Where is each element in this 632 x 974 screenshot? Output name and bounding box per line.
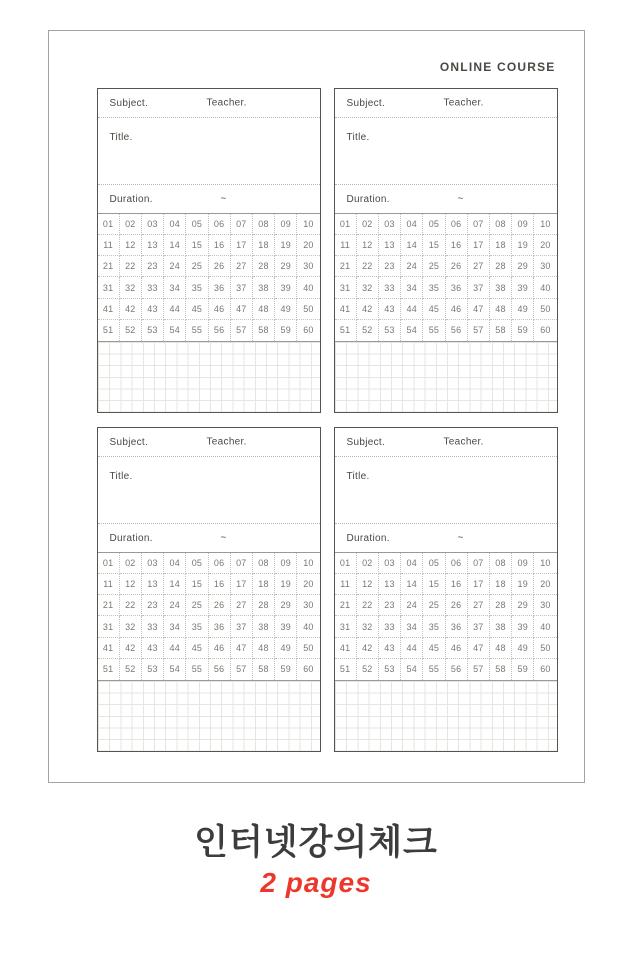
number-cell: 45 (186, 299, 208, 320)
planner-sheet (48, 30, 585, 783)
number-cell: 28 (490, 595, 512, 616)
number-cell: 30 (297, 595, 319, 616)
number-cell: 23 (142, 595, 164, 616)
number-cell: 47 (231, 299, 253, 320)
number-cell: 33 (142, 277, 164, 298)
number-cell: 10 (534, 553, 556, 574)
number-cell: 54 (164, 320, 186, 341)
number-cell: 29 (275, 256, 297, 277)
number-cell: 50 (534, 638, 556, 659)
number-cell: 11 (335, 235, 357, 256)
number-cell: 56 (209, 659, 231, 680)
subject-label: Subject. (109, 97, 149, 109)
product-footer (0, 823, 632, 900)
number-cell: 40 (297, 277, 319, 298)
number-cell: 43 (142, 299, 164, 320)
number-cell: 27 (231, 595, 253, 616)
subject-label: Subject. (109, 436, 149, 448)
duration-separator: ~ (457, 193, 464, 205)
number-cell: 49 (512, 638, 534, 659)
number-cell: 03 (142, 553, 164, 574)
number-cell: 24 (164, 256, 186, 277)
number-cell: 37 (468, 277, 490, 298)
number-cell: 42 (357, 638, 379, 659)
number-cell: 08 (253, 553, 275, 574)
number-cell: 43 (142, 638, 164, 659)
number-cell: 17 (468, 574, 490, 595)
number-cell: 26 (209, 595, 231, 616)
number-cell: 22 (120, 256, 142, 277)
lecture-number-grid (98, 553, 320, 681)
title-label: Title. (109, 132, 133, 143)
number-cell: 34 (401, 616, 423, 637)
number-cell: 23 (379, 256, 401, 277)
number-cell: 48 (490, 299, 512, 320)
number-cell: 13 (142, 235, 164, 256)
number-cell: 60 (540, 664, 551, 675)
number-cell: 27 (231, 256, 253, 277)
number-cell: 46 (446, 638, 468, 659)
duration-separator: ~ (220, 532, 227, 544)
number-cell: 44 (401, 299, 423, 320)
number-cell: 07 (468, 553, 490, 574)
number-cell: 58 (253, 659, 275, 680)
number-cell: 43 (379, 638, 401, 659)
number-cell: 32 (120, 616, 142, 637)
number-cell: 42 (357, 299, 379, 320)
number-cell: 36 (446, 616, 468, 637)
number-cell: 54 (164, 659, 186, 680)
number-cell: 39 (275, 616, 297, 637)
number-cell: 48 (490, 638, 512, 659)
number-cell: 47 (468, 299, 490, 320)
number-cell: 56 (446, 659, 468, 680)
number-cell: 31 (98, 616, 120, 637)
number-cell: 14 (164, 235, 186, 256)
number-cell: 28 (490, 256, 512, 277)
number-cell: 57 (231, 320, 253, 341)
number-cell: 18 (490, 574, 512, 595)
number-cell: 51 (98, 320, 120, 341)
number-cell: 41 (335, 299, 357, 320)
number-cell: 08 (490, 553, 512, 574)
number-cell: 31 (335, 616, 357, 637)
number-cell: 18 (253, 574, 275, 595)
number-cell: 09 (275, 553, 297, 574)
number-cell: 59 (512, 320, 534, 341)
notes-grid (98, 342, 320, 412)
number-cell: 55 (423, 659, 445, 680)
number-cell: 37 (468, 616, 490, 637)
number-cell: 38 (253, 616, 275, 637)
number-cell: 19 (512, 574, 534, 595)
number-cell: 22 (357, 595, 379, 616)
number-cell: 30 (534, 595, 556, 616)
title-label: Title. (346, 132, 370, 143)
number-cell: 18 (490, 235, 512, 256)
number-cell: 52 (357, 659, 379, 680)
title-label: Title. (109, 471, 133, 482)
number-cell: 30 (534, 256, 556, 277)
number-cell: 30 (297, 256, 319, 277)
number-cell: 17 (231, 235, 253, 256)
number-cell: 42 (120, 638, 142, 659)
page-title: ONLINE COURSE (439, 60, 556, 74)
duration-label: Duration. (346, 193, 390, 205)
number-cell: 25 (186, 256, 208, 277)
number-cell: 54 (401, 320, 423, 341)
number-cell: 25 (423, 256, 445, 277)
number-cell: 05 (186, 553, 208, 574)
number-cell: 49 (275, 638, 297, 659)
number-cell: 58 (490, 320, 512, 341)
number-cell: 16 (209, 235, 231, 256)
number-cell: 19 (275, 574, 297, 595)
page-count-badge: 2 pages (260, 867, 372, 898)
number-cell: 11 (98, 235, 120, 256)
number-cell: 51 (335, 320, 357, 341)
number-cell: 40 (297, 616, 319, 637)
number-cell: 35 (423, 277, 445, 298)
number-cell: 03 (379, 553, 401, 574)
course-card (97, 88, 321, 413)
number-cell: 10 (297, 553, 319, 574)
number-cell: 13 (379, 574, 401, 595)
number-cell: 04 (401, 553, 423, 574)
number-cell: 41 (335, 638, 357, 659)
number-cell: 38 (490, 277, 512, 298)
number-cell: 28 (253, 256, 275, 277)
duration-row (98, 185, 320, 214)
number-cell: 59 (275, 320, 297, 341)
title-field (98, 457, 320, 524)
number-cell: 22 (357, 256, 379, 277)
title-label: Title. (346, 471, 370, 482)
number-cell: 11 (335, 574, 357, 595)
subject-teacher-row (335, 89, 557, 118)
number-cell: 07 (231, 553, 253, 574)
number-cell: 34 (164, 616, 186, 637)
number-cell: 40 (534, 277, 556, 298)
number-cell: 41 (98, 638, 120, 659)
number-cell: 03 (379, 214, 401, 235)
number-cell: 34 (164, 277, 186, 298)
number-cell: 20 (534, 574, 556, 595)
duration-label: Duration. (109, 193, 153, 205)
number-cell: 15 (186, 574, 208, 595)
number-cell: 09 (512, 553, 534, 574)
title-field (98, 118, 320, 185)
number-cell: 35 (186, 277, 208, 298)
number-cell: 29 (275, 595, 297, 616)
number-cell: 52 (120, 659, 142, 680)
number-cell: 02 (120, 553, 142, 574)
number-cell: 11 (98, 574, 120, 595)
notes-grid (335, 342, 557, 412)
number-cell: 36 (209, 277, 231, 298)
number-cell: 40 (534, 616, 556, 637)
number-cell: 47 (231, 638, 253, 659)
teacher-label: Teacher. (206, 436, 247, 448)
number-cell: 59 (275, 659, 297, 680)
number-cell: 10 (297, 214, 319, 235)
number-cell: 08 (490, 214, 512, 235)
number-cell: 44 (164, 299, 186, 320)
number-cell: 04 (164, 214, 186, 235)
number-cell: 45 (423, 638, 445, 659)
number-cell: 29 (512, 595, 534, 616)
title-field (335, 118, 557, 185)
number-cell: 14 (401, 235, 423, 256)
number-cell: 20 (534, 235, 556, 256)
number-cell: 24 (401, 595, 423, 616)
number-cell: 25 (186, 595, 208, 616)
lecture-number-grid (335, 214, 557, 342)
number-cell: 39 (512, 277, 534, 298)
number-cell: 34 (401, 277, 423, 298)
number-cell: 28 (253, 595, 275, 616)
subject-teacher-row (98, 428, 320, 457)
number-cell: 26 (209, 256, 231, 277)
duration-separator: ~ (220, 193, 227, 205)
number-cell: 13 (142, 574, 164, 595)
number-cell: 37 (231, 616, 253, 637)
number-cell: 21 (335, 595, 357, 616)
number-cell: 08 (253, 214, 275, 235)
number-cell: 09 (512, 214, 534, 235)
number-cell: 02 (357, 214, 379, 235)
number-cell: 32 (357, 277, 379, 298)
number-cell: 57 (468, 659, 490, 680)
number-cell: 03 (142, 214, 164, 235)
number-cell: 35 (186, 616, 208, 637)
number-cell: 41 (98, 299, 120, 320)
number-cell: 15 (423, 235, 445, 256)
number-cell: 52 (357, 320, 379, 341)
number-cell: 02 (120, 214, 142, 235)
number-cell: 21 (335, 256, 357, 277)
course-card (334, 427, 558, 752)
number-cell: 38 (490, 616, 512, 637)
duration-label: Duration. (109, 532, 153, 544)
number-cell: 50 (534, 299, 556, 320)
lecture-number-grid (335, 553, 557, 681)
duration-label: Duration. (346, 532, 390, 544)
number-cell: 12 (120, 574, 142, 595)
number-cell: 53 (142, 659, 164, 680)
teacher-label: Teacher. (443, 436, 484, 448)
course-cards (97, 88, 556, 752)
number-cell: 44 (164, 638, 186, 659)
number-cell: 54 (401, 659, 423, 680)
number-cell: 53 (379, 320, 401, 341)
number-cell: 06 (446, 214, 468, 235)
number-cell: 23 (142, 256, 164, 277)
product-title: 인터넷강의체크 (194, 823, 438, 862)
number-cell: 51 (335, 659, 357, 680)
title-field (335, 457, 557, 524)
number-cell: 36 (209, 616, 231, 637)
number-cell: 32 (357, 616, 379, 637)
number-cell: 21 (98, 595, 120, 616)
number-cell: 26 (446, 256, 468, 277)
number-cell: 49 (275, 299, 297, 320)
number-cell: 38 (253, 277, 275, 298)
notes-grid (335, 681, 557, 751)
number-cell: 50 (297, 638, 319, 659)
number-cell: 17 (231, 574, 253, 595)
subject-label: Subject. (346, 97, 386, 109)
number-cell: 55 (186, 320, 208, 341)
number-cell: 49 (512, 299, 534, 320)
number-cell: 31 (335, 277, 357, 298)
number-cell: 56 (209, 320, 231, 341)
number-cell: 44 (401, 638, 423, 659)
number-cell: 50 (297, 299, 319, 320)
number-cell: 42 (120, 299, 142, 320)
number-cell: 05 (186, 214, 208, 235)
number-cell: 04 (401, 214, 423, 235)
number-cell: 12 (357, 574, 379, 595)
notes-grid (98, 681, 320, 751)
number-cell: 06 (209, 214, 231, 235)
number-cell: 45 (186, 638, 208, 659)
number-cell: 53 (379, 659, 401, 680)
duration-row (335, 524, 557, 553)
number-cell: 14 (401, 574, 423, 595)
number-cell: 57 (468, 320, 490, 341)
duration-row (335, 185, 557, 214)
number-cell: 16 (209, 574, 231, 595)
number-cell: 33 (379, 277, 401, 298)
subject-label: Subject. (346, 436, 386, 448)
number-cell: 37 (231, 277, 253, 298)
number-cell: 55 (423, 320, 445, 341)
number-cell: 07 (231, 214, 253, 235)
number-cell: 12 (120, 235, 142, 256)
number-cell: 32 (120, 277, 142, 298)
number-cell: 01 (335, 553, 357, 574)
number-cell: 20 (297, 574, 319, 595)
duration-row (98, 524, 320, 553)
number-cell: 20 (297, 235, 319, 256)
course-card (334, 88, 558, 413)
number-cell: 06 (446, 553, 468, 574)
number-cell: 21 (98, 256, 120, 277)
number-cell: 01 (98, 214, 120, 235)
number-cell: 33 (142, 616, 164, 637)
number-cell: 59 (512, 659, 534, 680)
number-cell: 26 (446, 595, 468, 616)
number-cell: 22 (120, 595, 142, 616)
number-cell: 19 (512, 235, 534, 256)
subject-teacher-row (335, 428, 557, 457)
number-cell: 16 (446, 574, 468, 595)
number-cell: 56 (446, 320, 468, 341)
number-cell: 25 (423, 595, 445, 616)
number-cell: 04 (164, 553, 186, 574)
number-cell: 24 (401, 256, 423, 277)
number-cell: 58 (253, 320, 275, 341)
number-cell: 01 (335, 214, 357, 235)
number-cell: 33 (379, 616, 401, 637)
number-cell: 27 (468, 256, 490, 277)
number-cell: 05 (423, 214, 445, 235)
lecture-number-grid (98, 214, 320, 342)
teacher-label: Teacher. (206, 97, 247, 109)
number-cell: 39 (512, 616, 534, 637)
number-cell: 24 (164, 595, 186, 616)
number-cell: 35 (423, 616, 445, 637)
number-cell: 02 (357, 553, 379, 574)
number-cell: 31 (98, 277, 120, 298)
number-cell: 01 (98, 553, 120, 574)
number-cell: 43 (379, 299, 401, 320)
number-cell: 47 (468, 638, 490, 659)
number-cell: 17 (468, 235, 490, 256)
number-cell: 07 (468, 214, 490, 235)
number-cell: 55 (186, 659, 208, 680)
number-cell: 48 (253, 299, 275, 320)
number-cell: 60 (303, 664, 314, 675)
number-cell: 18 (253, 235, 275, 256)
number-cell: 13 (379, 235, 401, 256)
number-cell: 52 (120, 320, 142, 341)
number-cell: 46 (209, 638, 231, 659)
course-card (97, 427, 321, 752)
number-cell: 23 (379, 595, 401, 616)
number-cell: 14 (164, 574, 186, 595)
number-cell: 36 (446, 277, 468, 298)
number-cell: 12 (357, 235, 379, 256)
number-cell: 15 (423, 574, 445, 595)
subject-teacher-row (98, 89, 320, 118)
number-cell: 60 (540, 325, 551, 336)
number-cell: 06 (209, 553, 231, 574)
number-cell: 15 (186, 235, 208, 256)
number-cell: 27 (468, 595, 490, 616)
number-cell: 16 (446, 235, 468, 256)
duration-separator: ~ (457, 532, 464, 544)
number-cell: 51 (98, 659, 120, 680)
number-cell: 46 (209, 299, 231, 320)
number-cell: 39 (275, 277, 297, 298)
number-cell: 46 (446, 299, 468, 320)
number-cell: 48 (253, 638, 275, 659)
number-cell: 19 (275, 235, 297, 256)
number-cell: 10 (534, 214, 556, 235)
number-cell: 60 (303, 325, 314, 336)
teacher-label: Teacher. (443, 97, 484, 109)
number-cell: 57 (231, 659, 253, 680)
number-cell: 29 (512, 256, 534, 277)
number-cell: 53 (142, 320, 164, 341)
number-cell: 05 (423, 553, 445, 574)
number-cell: 09 (275, 214, 297, 235)
number-cell: 58 (490, 659, 512, 680)
number-cell: 45 (423, 299, 445, 320)
